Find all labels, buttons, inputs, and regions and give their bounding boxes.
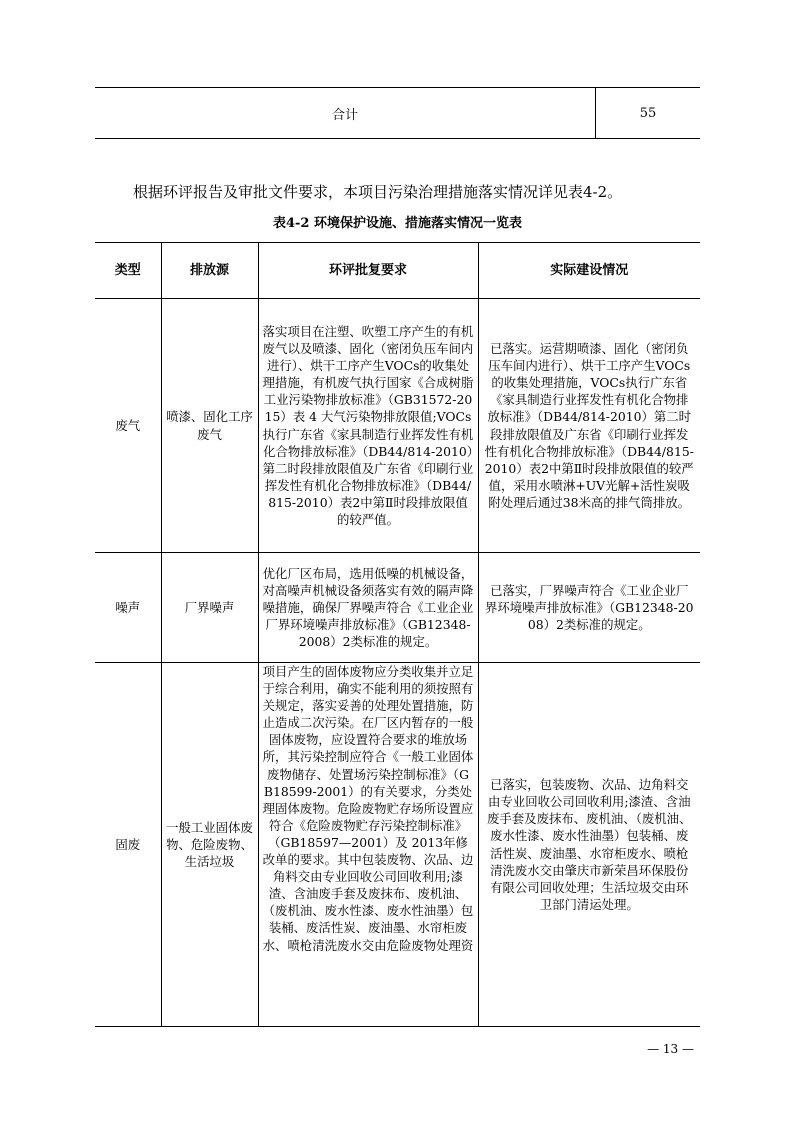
row-type: 噪声 <box>95 553 161 663</box>
table-row <box>95 663 700 1027</box>
header-type: 类型 <box>95 243 161 299</box>
summary-table <box>95 87 700 139</box>
measures-table <box>95 242 700 1027</box>
header-requirement: 环评批复要求 <box>258 243 478 299</box>
row-actual: 已落实。运营期喷漆、固化（密闭负压车间内进行）、烘干工序产生VOCs的收集处理措施，VOCs执行广东省《家具制造行业挥发性有机化合物排放标准》（DB44/814-2010）第二时段排放限值及广东省《印刷行业挥发性有机化合物排放标准》（DB44/815-2010）表2中第Ⅱ时段排放限值的较严值，采用水喷淋+UV光解+活性炭吸附处理后通过38米高的排气筒排放。 <box>478 299 700 553</box>
row-type: 废气 <box>95 299 161 553</box>
row-requirement: 优化厂区布局，选用低噪的机械设备，对高噪声机械设备须落实有效的隔声降噪措施，确保厂界噪声符合《工业企业厂界环境噪声排放标准》（GB12348-2008）2类标准的规定。 <box>258 553 478 663</box>
row-source: 厂界噪声 <box>161 553 258 663</box>
summary-value: 55 <box>639 105 657 121</box>
summary-label: 合计 <box>95 88 596 138</box>
table-row <box>95 299 700 553</box>
intro-paragraph: 根据环评报告及审批文件要求，本项目污染治理措施落实情况详见表4-2。 <box>133 183 623 201</box>
row-source: 喷漆、固化工序废气 <box>161 299 258 553</box>
row-type: 固废 <box>95 663 161 1027</box>
table-row <box>95 553 700 663</box>
row-actual: 已落实，包装废物、次品、边角料交由专业回收公司回收利用;漆渣、含油废手套及废抹布、废机油、（废机油、废水性漆、废水性油墨）包装桶、废活性炭、废油墨、水帘柜废水、喷枪清洗废水交由肇庆市新荣昌环保股份有限公司回收处理；生活垃圾交由环卫部门清运处理。 <box>478 663 700 1027</box>
row-requirement: 落实项目在注塑、吹塑工序产生的有机废气以及喷漆、固化（密闭负压车间内进行）、烘干工序产生VOCs的收集处理措施，有机废气执行国家《合成树脂工业污染物排放标准》（GB31572-2015）表 4 大气污染物排放限值;VOCs执行广东省《家具制造行业挥发性有机化合物排放标准》（DB44/814-2010）第二时段排放限值及广东省《印刷行业挥发性有机化合物排放标准》（DB44/815-2010）表2中第Ⅱ时段排放限值的较严值。 <box>258 299 478 553</box>
header-actual: 实际建设情况 <box>478 243 700 299</box>
table-caption: 表4-2 环境保护设施、措施落实情况一览表 <box>272 216 522 231</box>
row-source: 一般工业固体废物、危险废物、生活垃圾 <box>161 663 258 1027</box>
header-source: 排放源 <box>161 243 258 299</box>
row-actual: 已落实，厂界噪声符合《工业企业厂界环境噪声排放标准》（GB12348-2008）2类标准的规定。 <box>478 553 700 663</box>
row-requirement: 项目产生的固体废物应分类收集并立足于综合利用，确实不能利用的须按照有关规定，落实妥善的处理处置措施，防止造成二次污染。在厂区内暂存的一般固体废物，应设置符合要求的堆放场所，其污染控制应符合《一般工业固体废物储存、处置场污染控制标准》（GB18599-2001）的有关要求，分类处理固体废物。危险废物贮存场所设置应符合《危险废物贮存污染控制标准》（GB18597—2001）及 2013年修改单的要求。其中包装废物、次品、边角料交由专业回收公司回收利用;漆渣、含油废手套及废抹布、废机油、（废机油、废水性漆、废水性油墨）包装桶、废活性炭、废油墨、水帘柜废水、喷枪清洗废水交由危险废物处理资 <box>258 663 478 1027</box>
page-number: — 13 — <box>647 1042 694 1056</box>
table-header-row <box>95 243 700 299</box>
